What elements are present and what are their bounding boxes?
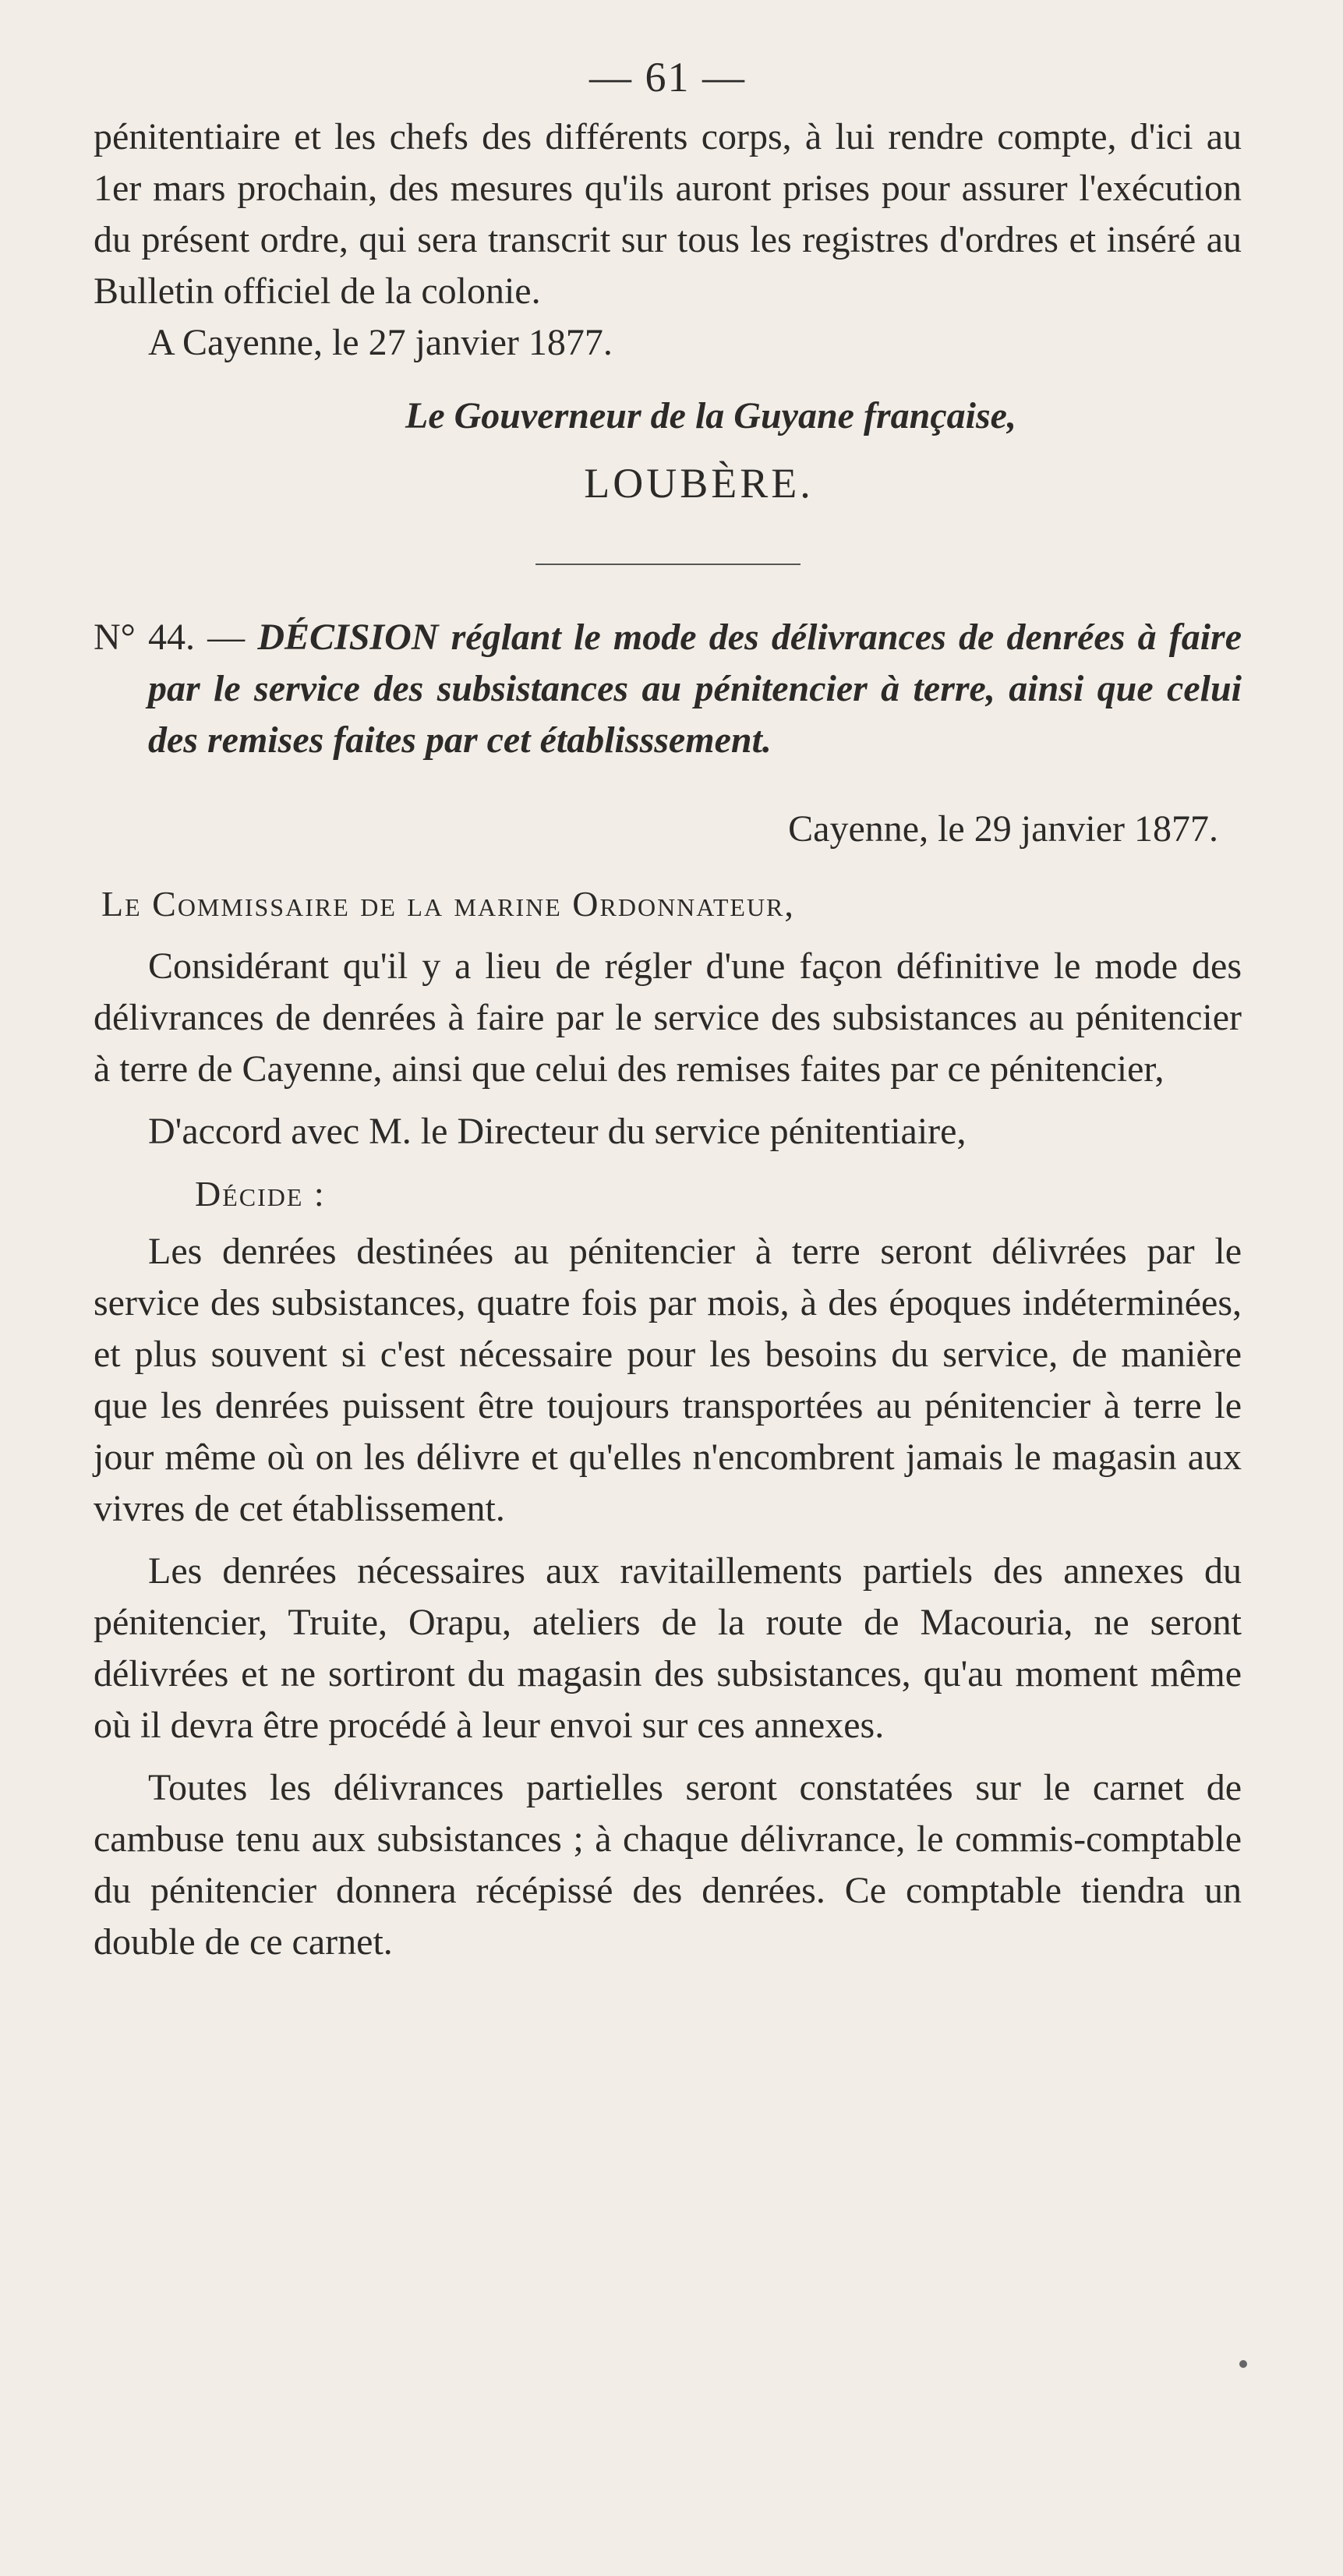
place-date: A Cayenne, le 27 janvier 1877. (148, 322, 613, 364)
issuing-authority: Le Commissaire de la marine Ordonnateur, (101, 884, 795, 924)
signatory-title: Le Gouverneur de la Guyane française, (405, 395, 1016, 437)
section-divider (535, 564, 800, 565)
body-paragraph: Les denrées destinées au pénitencier à terre seront délivrées par le service des subsistances, quatre fois par mois, à des époques indéterminées, et plus souvent si c'est nécessaire pour les besoins du service, de manière que les denrées puissent être toujours transportées au pénitencier à terre le jour même où on les délivre et qu'elles n'encombrent jamais le magasin aux vivres de cet établissement. (94, 1231, 1242, 1530)
considerant-paragraph: Considérant qu'il y a lieu de régler d'une façon définitive le mode des délivrances de denrées à faire par le service des subsistances au pénitencier à terre de Cayenne, ainsi que celui des remises faites par ce pénitencier, (94, 945, 1242, 1090)
decide-heading: Décide : (195, 1174, 326, 1214)
signatory-name: LOUBÈRE. (584, 460, 814, 507)
page-number: — 61 — (589, 54, 746, 101)
accord-paragraph: D'accord avec M. le Directeur du service pénitentiaire, (148, 1111, 967, 1153)
continuation-paragraph: pénitentiaire et les chefs des différents corps, à lui rendre compte, d'ici au 1er mars prochain, des mesures qu'ils auront prises pour assurer l'exécution du présent ordre, qui sera transcrit sur tous les registres d'ordres et inséré au Bulletin officiel de la colonie. (94, 116, 1242, 313)
decision-title: DÉCISION (257, 617, 439, 659)
ink-speck (1239, 2360, 1247, 2368)
body-paragraph: Toutes les délivrances partielles seront constatées sur le carnet de cambuse tenu aux subsistances ; à chaque délivrance, le commis-comptable du pénitencier donnera récépissé des denrées. Ce comptable tiendra un double de ce carnet. (94, 1767, 1242, 1963)
decision-heading (94, 612, 1242, 766)
decision-subject: réglant le mode des délivrances de denrées à faire par le service des subsistances au pénitencier à terre, ainsi que celui des remises faites par cet établisssement. (148, 617, 1242, 761)
decision-dateline: Cayenne, le 29 janvier 1877. (788, 808, 1218, 850)
decision-number: N° 44. — (94, 617, 246, 659)
body-paragraph: Les denrées nécessaires aux ravitaillements partiels des annexes du pénitencier, Truite, Orapu, ateliers de la route de Macouria, ne seront délivrées et ne sortiront du magasin des subsistances, qu'au moment même où il devra être procédé à leur envoi sur ces annexes. (94, 1550, 1242, 1747)
